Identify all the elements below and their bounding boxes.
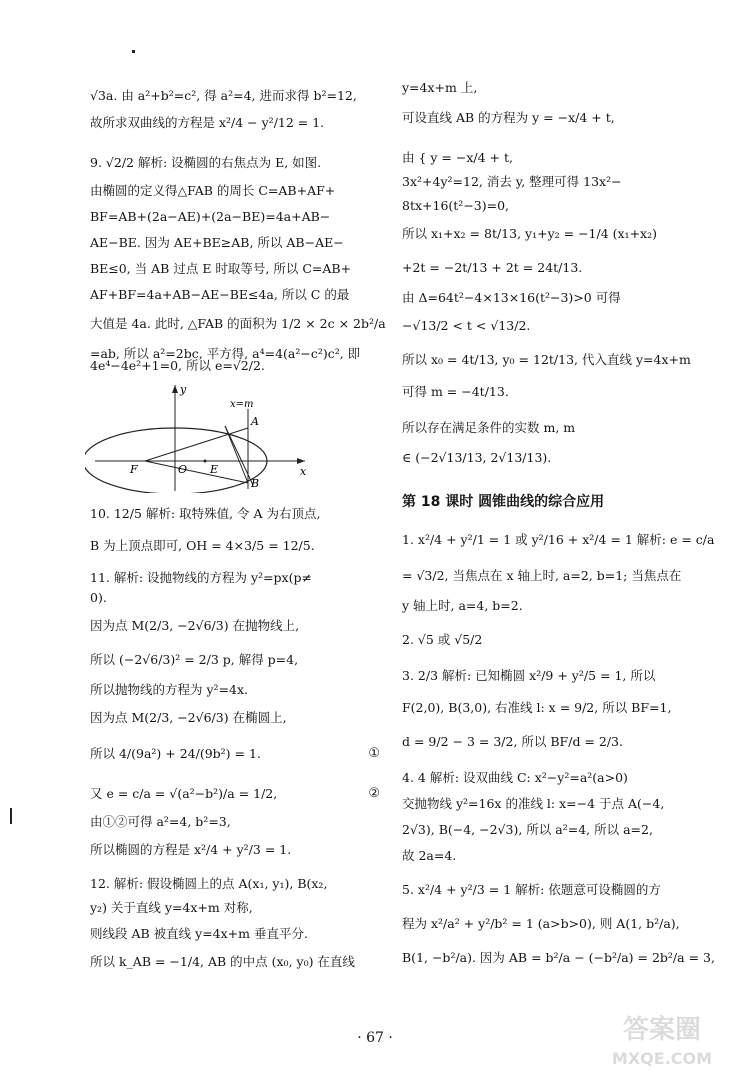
watermark-logo (592, 1004, 732, 1074)
label-y: y (180, 383, 187, 396)
point-E (204, 460, 207, 463)
segment-AB (225, 426, 253, 485)
item-3-line: 3. 2/3 解析: 已知椭圆 x²/9 + y²/5 = 1, 所以 (402, 668, 656, 683)
watermark-url: MXQE.COM (611, 1049, 713, 1068)
system-line-1: 由 { y = −x/4 + t, (402, 150, 513, 165)
text-line: 4e⁴−4e²+1=0, 所以 e=√2/2. (90, 358, 265, 373)
text-line: 程为 x²/a² + y²/b² = 1 (a>b>0), 则 A(1, b²/a), (402, 916, 680, 931)
text-line: 所以存在满足条件的实数 m, m (402, 420, 576, 435)
text-line: ∈ (−2√13/13, 2√13/13). (402, 450, 552, 465)
item-5-line: 5. x²/4 + y²/3 = 1 解析: 依题意可设椭圆的方 (402, 882, 661, 897)
text-line: 所以 x₁+x₂ = 8t/13, y₁+y₂ = −1/4 (x₁+x₂) (402, 226, 657, 241)
watermark-title: 答案圈 (622, 1015, 702, 1045)
text-line: AE−BE. 因为 AE+BE≥AB, 所以 AB−AE− (90, 235, 344, 250)
text-line: 2√3), B(−4, −2√3), 所以 a²=4, 所以 a=2, (402, 822, 653, 837)
text-line: BE≤0, 当 AB 过点 E 时取等号, 所以 C=AB+ (90, 261, 352, 276)
item-12-line: 12. 解析: 假设椭圆上的点 A(x₁, y₁), B(x₂, (90, 876, 328, 891)
item-11-line: 11. 解析: 设抛物线的方程为 y²=px(p≠ (90, 570, 312, 585)
text-line: 故 2a=4. (402, 848, 457, 863)
text-line: 由①②可得 a²=4, b²=3, (90, 814, 231, 829)
text-line: 则线段 AB 被直线 y=4x+m 垂直平分. (90, 926, 308, 941)
system-line-2: 3x²+4y²=12, 消去 y, 整理可得 13x²− (402, 174, 622, 189)
text-line: B 为上顶点即可, OH = 4×3/5 = 12/5. (90, 538, 315, 553)
item-9-line: 9. √2/2 解析: 设椭圆的右焦点为 E, 如图. (90, 155, 322, 170)
label-E: E (210, 463, 219, 476)
text-line: 因为点 M(2/3, −2√6/3) 在抛物线上, (90, 618, 300, 633)
label-A: A (251, 415, 259, 428)
scan-mark (132, 50, 135, 53)
segment-FB (145, 461, 248, 483)
text-line: 所以 k_AB = −1/4, AB 的中点 (x₀, y₀) 在直线 (90, 954, 355, 969)
text-line: 所以 x₀ = 4t/13, y₀ = 12t/13, 代入直线 y=4x+m (402, 352, 691, 367)
text-line: +2t = −2t/13 + 2t = 24t/13. (402, 260, 583, 275)
item-2-line: 2. √5 或 √5/2 (402, 632, 483, 647)
section-heading: 第 18 课时 圆锥曲线的综合应用 (402, 494, 605, 510)
y-axis-arrow (172, 385, 178, 393)
text-line: F(2,0), B(3,0), 右准线 l: x = 9/2, 所以 BF=1, (402, 700, 672, 715)
text-line: −√13/2 < t < √13/2. (402, 318, 531, 333)
text-line: √3a. 由 a²+b²=c², 得 a²=4, 进而求得 b²=12, (90, 88, 357, 103)
text-line: d = 9/2 − 3 = 3/2, 所以 BF/d = 2/3. (402, 734, 623, 749)
text-line: 交抛物线 y²=16x 的准线 l: x=−4 于点 A(−4, (402, 796, 665, 811)
ellipse-figure (85, 383, 315, 493)
scan-mark (10, 808, 12, 824)
circled-number-1: ① (368, 746, 380, 761)
text-line: y=4x+m 上, (402, 80, 478, 95)
text-line: 故所求双曲线的方程是 x²/4 − y²/12 = 1. (90, 115, 325, 130)
text-line: 由椭圆的定义得△FAB 的周长 C=AB+AF+ (90, 183, 336, 198)
x-axis-arrow (297, 458, 305, 464)
label-B: B (251, 477, 260, 490)
item-4-line: 4. 4 解析: 设双曲线 C: x²−y²=a²(a>0) (402, 770, 628, 785)
label-x: x (300, 465, 307, 478)
page-number: · 67 · (357, 1030, 393, 1046)
equation-2-line: 又 e = c/a = √(a²−b²)/a = 1/2, (90, 786, 278, 801)
text-line: 可设直线 AB 的方程为 y = −x/4 + t, (402, 110, 615, 125)
text-line: 所以 (−2√6/3)² = 2/3 p, 解得 p=4, (90, 652, 299, 667)
text-line: y 轴上时, a=4, b=2. (402, 598, 523, 613)
label-O: O (178, 463, 188, 476)
text-line: 所以抛物线的方程为 y²=4x. (90, 682, 248, 697)
text-line: 0). (90, 590, 107, 605)
text-line: 8tx+16(t²−3)=0, (402, 198, 510, 213)
text-line: 因为点 M(2/3, −2√6/3) 在椭圆上, (90, 710, 287, 725)
text-line: = √3/2, 当焦点在 x 轴上时, a=2, b=1; 当焦点在 (402, 568, 682, 583)
label-F: F (130, 463, 138, 476)
circled-number-2: ② (368, 786, 380, 801)
segment-AE (225, 426, 248, 483)
text-line: 大值是 4a. 此时, △FAB 的面积为 1/2 × 2c × 2b²/a (90, 316, 386, 331)
item-1-line: 1. x²/4 + y²/1 = 1 或 y²/16 + x²/4 = 1 解析: e = c/a (402, 532, 715, 547)
label-line: x=m (230, 399, 254, 410)
item-10-line: 10. 12/5 解析: 取特殊值, 令 A 为右顶点, (90, 506, 321, 521)
text-line: B(1, −b²/a). 因为 AB = b²/a − (−b²/a) = 2b²/a = 3, (402, 950, 715, 965)
text-line: y₂) 关于直线 y=4x+m 对称, (90, 900, 253, 915)
text-line: 由 Δ=64t²−4×13×16(t²−3)>0 可得 (402, 290, 621, 305)
text-line: BF=AB+(2a−AE)+(2a−BE)=4a+AB− (90, 209, 331, 224)
text-line: 可得 m = −4t/13. (402, 384, 509, 399)
equation-1-line: 所以 4/(9a²) + 24/(9b²) = 1. (90, 746, 261, 761)
text-line: =ab, 所以 a²=2bc, 平方得, a⁴=4(a²−c²)c², 即 (90, 346, 361, 361)
text-line: 所以椭圆的方程是 x²/4 + y²/3 = 1. (90, 842, 292, 857)
text-line: AF+BF=4a+AB−AE−BE≤4a, 所以 C 的最 (90, 287, 350, 302)
